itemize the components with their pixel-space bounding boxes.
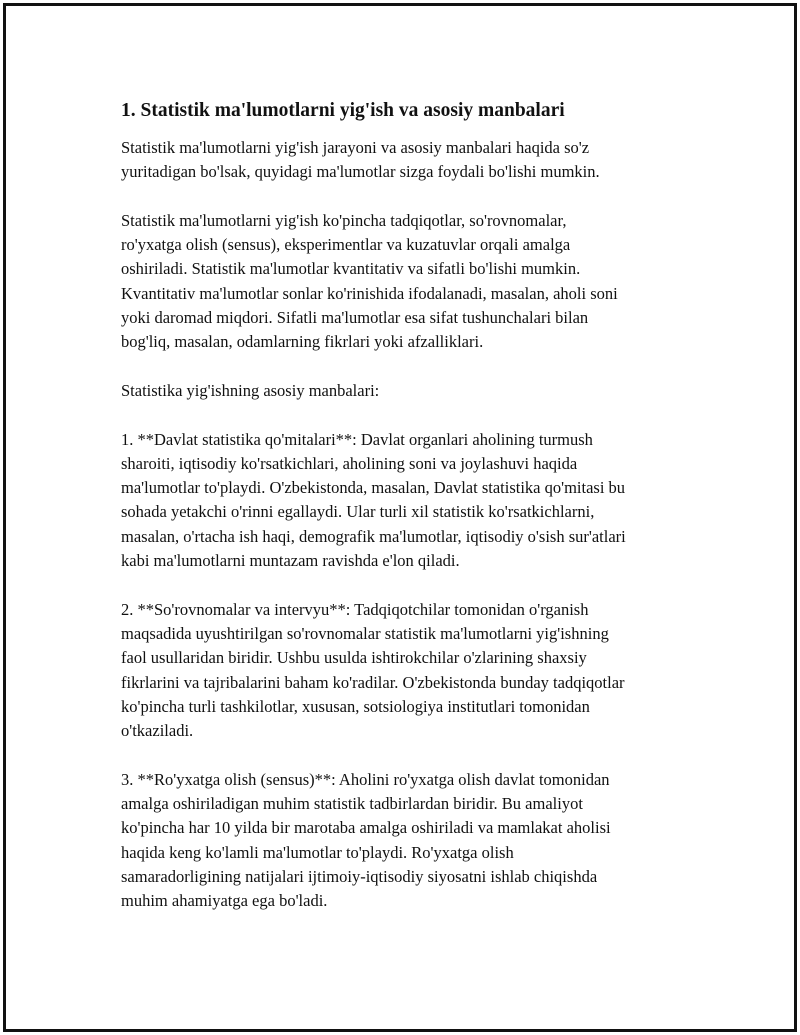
text-line: 1. **Davlat statistika qo'mitalari**: Davlat organlari aholining turmush [121, 429, 593, 449]
text-line: oshiriladi. Statistik ma'lumotlar kvantitativ va sifatli bo'lishi mumkin. [121, 259, 581, 279]
text-line: 2. **So'rovnomalar va intervyu**: Tadqiqotchilar tomonidan o'rganish [121, 599, 589, 619]
text-line: maqsadida uyushtirilgan so'rovnomalar statistik ma'lumotlarni yig'ishning [121, 623, 609, 643]
text-line: fikrlarini va tajribalarini baham ko'radilar. O'zbekistonda bunday tadqiqotlar [121, 672, 625, 692]
section-heading: 1. Statistik ma'lumotlarni yig'ish va asosiy manbalari [121, 100, 565, 121]
paragraph [121, 136, 696, 185]
text-line: haqida keng ko'lamli ma'lumotlar to'playdi. Ro'yxatga olish [121, 842, 514, 862]
text-line: ko'pincha turli tashkilotlar, xususan, sotsiologiya institutlari tomonidan [121, 696, 590, 716]
text-line: yoki daromad miqdori. Sifatli ma'lumotlar esa sifat tushunchalari bilan [121, 308, 589, 328]
text-line: o'tkaziladi. [121, 721, 194, 741]
text-line: Statistik ma'lumotlarni yig'ish ko'pincha tadqiqotlar, so'rovnomalar, [121, 210, 567, 230]
text-line: ma'lumotlar to'playdi. O'zbekistonda, masalan, Davlat statistika qo'mitasi bu [121, 478, 626, 498]
text-line: sharoiti, iqtisodiy ko'rsatkichlari, aholining soni va joylashuvi haqida [121, 453, 578, 473]
paragraph [121, 209, 696, 355]
paragraph [121, 379, 696, 403]
text-line: samaradorligining natijalari ijtimoiy-iqtisodiy siyosatni ishlab chiqishda [121, 866, 598, 886]
text-line: Statistika yig'ishning asosiy manbalari: [121, 380, 380, 400]
text-line: ko'pincha har 10 yilda bir marotaba amalga oshiriladi va mamlakat aholisi [121, 818, 611, 838]
text-line: Kvantitativ ma'lumotlar sonlar ko'rinishida ifodalanadi, masalan, aholi soni [121, 283, 618, 303]
text-line: masalan, o'rtacha ish haqi, demografik ma'lumotlar, iqtisodiy o'sish sur'atlari [121, 526, 626, 546]
text-line: sohada yetakchi o'rinni egallaydi. Ular turli xil statistik ko'rsatkichlarni, [121, 502, 595, 522]
paragraph [121, 768, 696, 914]
text-line: bog'liq, masalan, odamlarning fikrlari yoki afzalliklari. [121, 332, 484, 352]
paragraph [121, 428, 696, 574]
paragraph [121, 598, 696, 744]
paragraph-list [121, 136, 696, 914]
text-line: faol usullaridan biridir. Ushbu usulda ishtirokchilar o'zlarining shaxsiy [121, 648, 587, 668]
text-line: muhim ahamiyatga ega bo'ladi. [121, 891, 328, 911]
text-line: 3. **Ro'yxatga olish (sensus)**: Aholini ro'yxatga olish davlat tomonidan [121, 769, 610, 789]
page-frame [3, 3, 797, 1032]
text-line: ro'yxatga olish (sensus), eksperimentlar va kuzatuvlar orqali amalga [121, 235, 571, 255]
text-line: yuritadigan bo'lsak, quyidagi ma'lumotlar sizga foydali bo'lishi mumkin. [121, 162, 600, 182]
text-line: kabi ma'lumotlarni muntazam ravishda e'lon qiladi. [121, 551, 460, 571]
text-line: amalga oshiriladigan muhim statistik tadbirlardan biridir. Bu amaliyot [121, 794, 583, 814]
document-body [121, 98, 696, 938]
text-line: Statistik ma'lumotlarni yig'ish jarayoni va asosiy manbalari haqida so'z [121, 138, 590, 157]
